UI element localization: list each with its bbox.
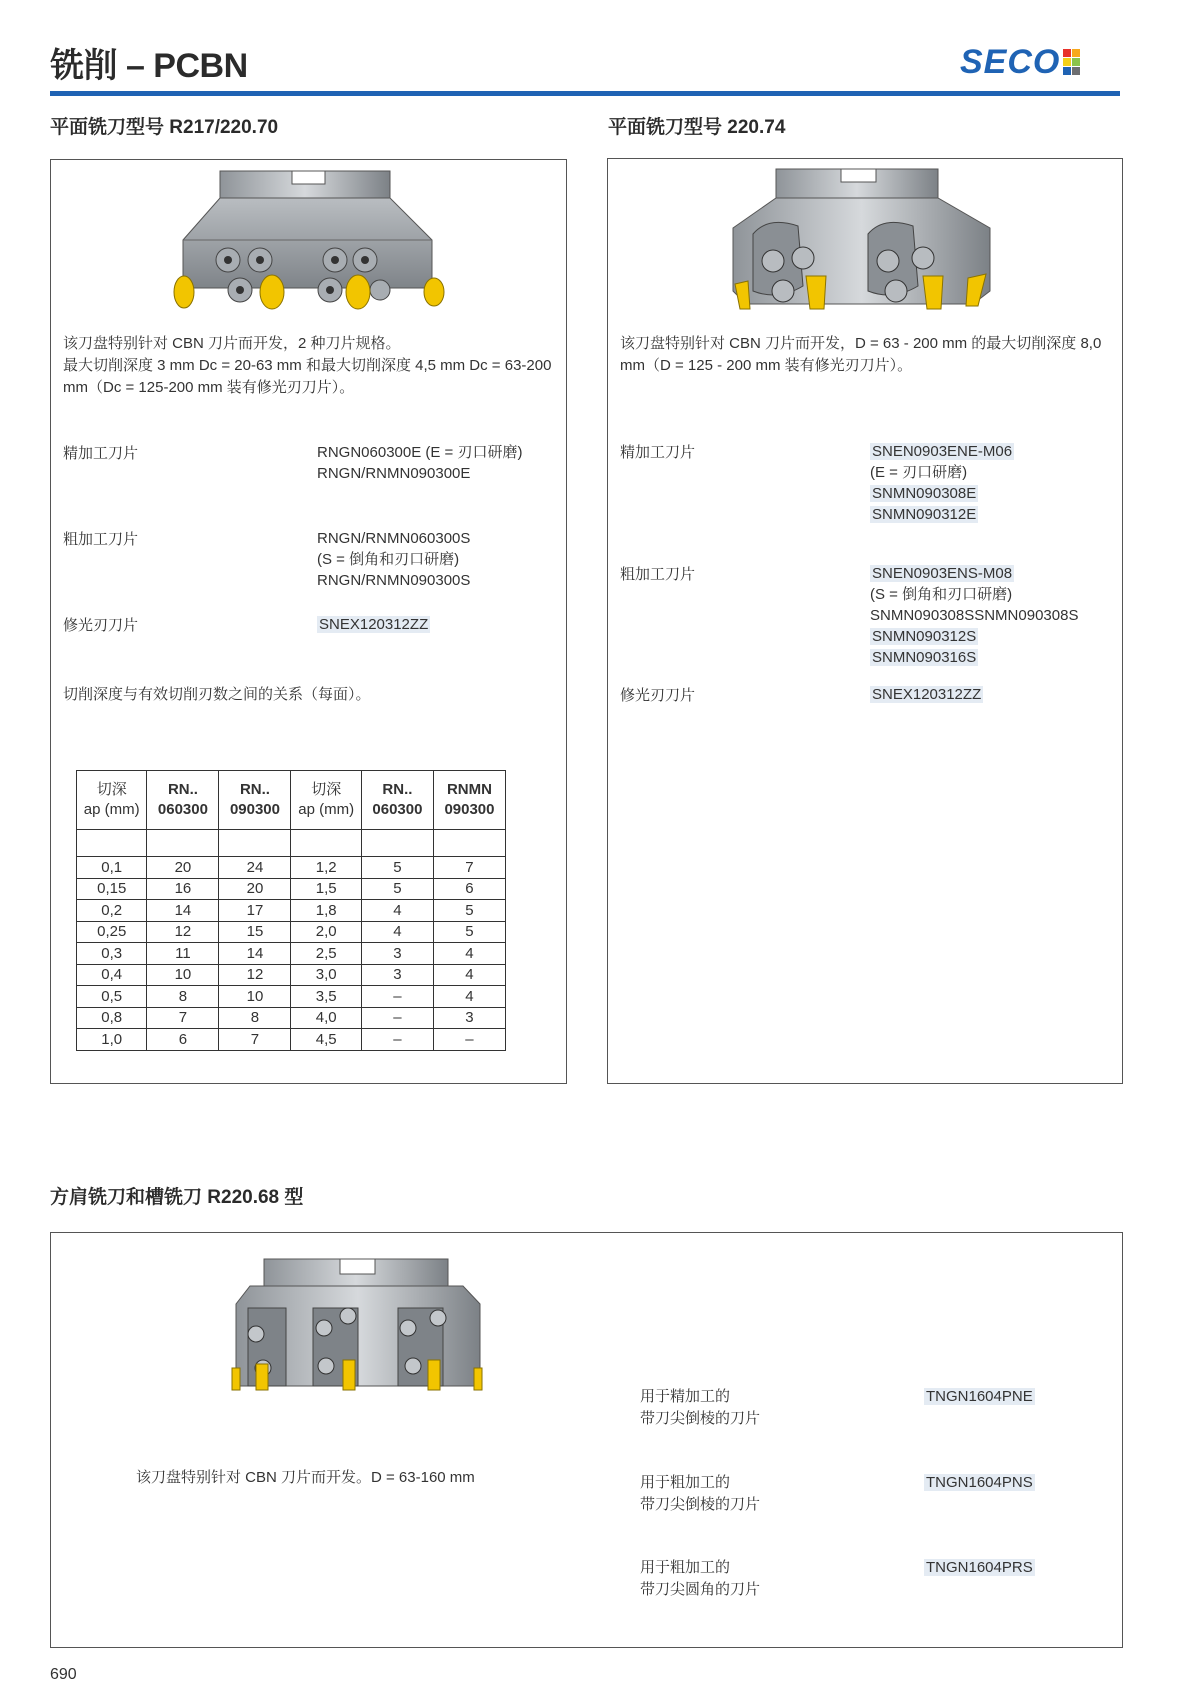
- bottom-item-1-label: 用于精加工的 带刀尖倒棱的刀片: [640, 1388, 761, 1427]
- table-cell: 4,0: [291, 1007, 361, 1029]
- table-cell: 20: [219, 878, 291, 900]
- table-cell: 20: [147, 857, 219, 879]
- table-row: [77, 900, 506, 922]
- table-cell: 1,5: [291, 878, 361, 900]
- table-cell: 15: [219, 921, 291, 943]
- bottom-item-3-value: TNGN1604PRS: [926, 1559, 1033, 1576]
- header-rn060300-2: RN.. 060300: [361, 771, 433, 830]
- table-cell: 14: [147, 900, 219, 922]
- table-cell: 0,1: [77, 857, 147, 879]
- shoulder-cutter-r22068-illustration: [228, 1256, 488, 1396]
- table-cell: 3: [433, 1007, 505, 1029]
- right-finishing-values: SNEN0903ENE-M06 (E = 刃口研磨) SNMN090308E SNMN090312E: [870, 443, 1013, 523]
- table-cell: 3: [361, 943, 433, 965]
- right-finishing-label: 精加工刀片: [620, 444, 696, 461]
- table-row: [77, 986, 506, 1008]
- milling-cutter-22074-illustration: [728, 166, 1003, 314]
- left-wiper-label: 修光刃刀片: [63, 617, 139, 634]
- table-cell: 5: [361, 857, 433, 879]
- right-section-title: 平面铣刀型号 220.74: [608, 117, 786, 138]
- table-cell: 5: [361, 878, 433, 900]
- table-cell: –: [361, 1007, 433, 1029]
- seco-logo: [960, 42, 1080, 81]
- depth-table: [76, 770, 506, 1051]
- table-cell: 3,0: [291, 964, 361, 986]
- table-cell: 14: [219, 943, 291, 965]
- table-cell: 7: [147, 1007, 219, 1029]
- page-title: 铣削 – PCBN: [50, 47, 248, 85]
- header-rn090300: RN.. 090300: [219, 771, 291, 830]
- table-row: [77, 921, 506, 943]
- depth-table-header: [77, 771, 506, 830]
- table-row: [77, 857, 506, 879]
- table-row: [77, 878, 506, 900]
- left-finishing-label: 精加工刀片: [63, 445, 139, 462]
- bottom-panel: [50, 1232, 1123, 1648]
- table-cell: –: [361, 1029, 433, 1051]
- table-cell: 17: [219, 900, 291, 922]
- logo-mark-icon: [1063, 49, 1080, 75]
- table-cell: 8: [219, 1007, 291, 1029]
- table-cell: 6: [147, 1029, 219, 1051]
- bottom-item-2-value: TNGN1604PNS: [926, 1474, 1033, 1491]
- header-rule: [50, 91, 1120, 96]
- table-cell: 0,15: [77, 878, 147, 900]
- table-cell: 12: [219, 964, 291, 986]
- table-cell: 8: [147, 986, 219, 1008]
- left-roughing-values: RNGN/RNMN060300S (S = 倒角和刃口研磨) RNGN/RNMN090300S: [317, 530, 471, 589]
- table-cell: 4: [433, 943, 505, 965]
- table-cell: 4: [361, 921, 433, 943]
- header-depth-1: 切深 ap (mm): [77, 771, 147, 830]
- table-cell: –: [433, 1029, 505, 1051]
- right-roughing-label: 粗加工刀片: [620, 566, 696, 583]
- right-roughing-values: SNEN0903ENS-M08 (S = 倒角和刃口研磨) SNMN090308SSNMN090308S SNMN090312S SNMN090316S: [870, 565, 1079, 666]
- right-description: 该刀盘特别针对 CBN 刀片而开发，D = 63 - 200 mm 的最大切削深度 8,0 mm（D = 125 - 200 mm 装有修光刃刀片）。: [620, 335, 1102, 374]
- brand-name: SECO: [960, 42, 1061, 81]
- bottom-description: 该刀盘特别针对 CBN 刀片而开发。D = 63-160 mm: [136, 1469, 475, 1486]
- header-depth-2: 切深 ap (mm): [291, 771, 361, 830]
- table-cell: 5: [433, 921, 505, 943]
- table-cell: 4: [433, 964, 505, 986]
- table-cell: 12: [147, 921, 219, 943]
- left-roughing-label: 粗加工刀片: [63, 531, 139, 548]
- table-cell: 7: [433, 857, 505, 879]
- table-cell: 4: [361, 900, 433, 922]
- table-cell: 4: [433, 986, 505, 1008]
- table-cell: 0,2: [77, 900, 147, 922]
- table-row: [77, 1007, 506, 1029]
- table-cell: 5: [433, 900, 505, 922]
- table-cell: 2,0: [291, 921, 361, 943]
- table-cell: 7: [219, 1029, 291, 1051]
- table-cell: 16: [147, 878, 219, 900]
- left-description: 该刀盘特别针对 CBN 刀片而开发，2 种刀片规格。 最大切削深度 3 mm Dc = 20-63 mm 和最大切削深度 4,5 mm Dc = 63-200 mm（Dc = 125-200 mm 装有修光刃刀片）。: [63, 335, 552, 396]
- table-cell: 6: [433, 878, 505, 900]
- milling-cutter-r217-illustration: [170, 168, 455, 313]
- table-cell: 1,2: [291, 857, 361, 879]
- table-cell: 0,4: [77, 964, 147, 986]
- left-section-title: 平面铣刀型号 R217/220.70: [50, 117, 279, 138]
- bottom-section-title: 方肩铣刀和槽铣刀 R220.68 型: [50, 1187, 304, 1208]
- bottom-item-1-value: TNGN1604PNE: [926, 1388, 1033, 1405]
- bottom-item-3-label: 用于粗加工的 带刀尖圆角的刀片: [640, 1559, 761, 1598]
- right-wiper-value: SNEX120312ZZ: [872, 686, 982, 703]
- bottom-item-2-label: 用于粗加工的 带刀尖倒棱的刀片: [640, 1474, 761, 1513]
- table-cell: 10: [219, 986, 291, 1008]
- table-cell: 0,25: [77, 921, 147, 943]
- depth-table-body: [77, 830, 506, 1051]
- header-rnmn090300: RNMN 090300: [433, 771, 505, 830]
- table-cell: 0,5: [77, 986, 147, 1008]
- table-cell: 4,5: [291, 1029, 361, 1051]
- table-cell: 3,5: [291, 986, 361, 1008]
- table-cell: 10: [147, 964, 219, 986]
- table-cell: 0,3: [77, 943, 147, 965]
- table-cell: 1,0: [77, 1029, 147, 1051]
- header-rn060300-1: RN.. 060300: [147, 771, 219, 830]
- table-cell: 3: [361, 964, 433, 986]
- table-cell: 1,8: [291, 900, 361, 922]
- table-cell: 24: [219, 857, 291, 879]
- left-finishing-values: RNGN060300E (E = 刃口研磨) RNGN/RNMN090300E: [317, 444, 523, 482]
- table-row: [77, 964, 506, 986]
- table-cell: 11: [147, 943, 219, 965]
- table-caption: 切削深度与有效切削刃数之间的关系（每面）。: [63, 686, 371, 703]
- page-number: 690: [50, 1666, 77, 1683]
- table-cell: –: [361, 986, 433, 1008]
- table-cell: 2,5: [291, 943, 361, 965]
- left-wiper-value: SNEX120312ZZ: [319, 616, 429, 633]
- right-wiper-label: 修光刃刀片: [620, 687, 696, 704]
- table-row: [77, 943, 506, 965]
- table-row: [77, 1029, 506, 1051]
- table-cell: 0,8: [77, 1007, 147, 1029]
